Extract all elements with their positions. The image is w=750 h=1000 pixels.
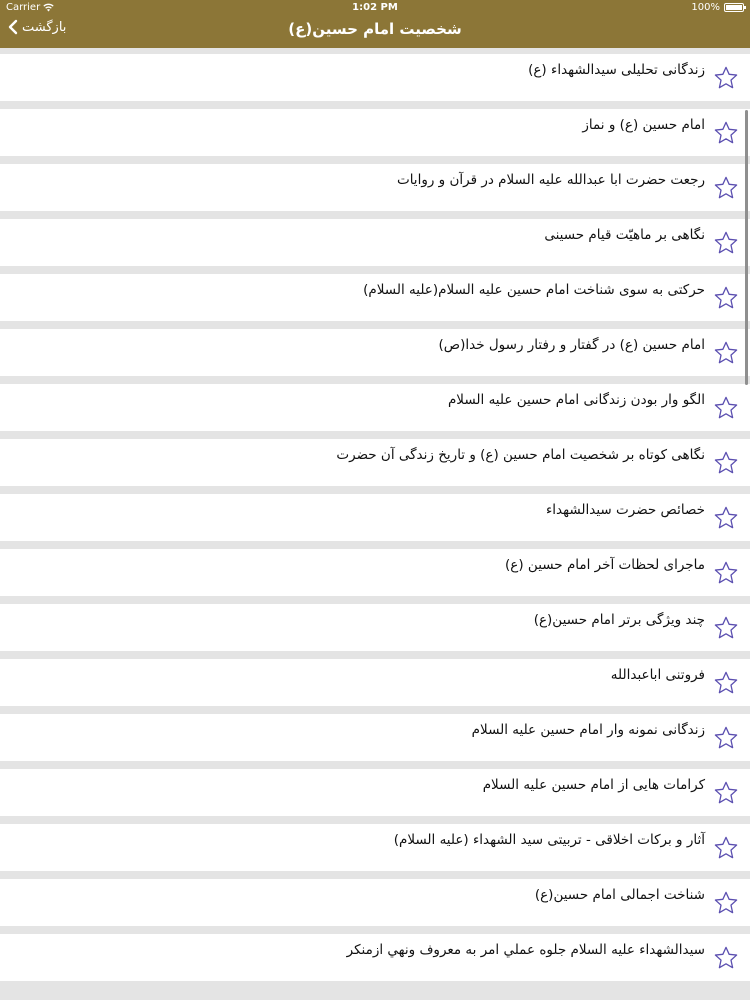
list-item[interactable] <box>0 769 750 816</box>
list-item[interactable] <box>0 54 750 101</box>
star-icon[interactable] <box>713 340 739 366</box>
status-bar <box>0 0 750 16</box>
list-item-label: خصائص حضرت سیدالشهداء <box>545 502 705 518</box>
list-item-label: ماجرای لحظات آخر امام حسین (ع) <box>505 557 705 573</box>
list-item[interactable] <box>0 549 750 596</box>
list-item-label: کرامات هایی از امام حسین علیه السلام <box>482 777 705 793</box>
battery-icon <box>724 3 744 12</box>
list-item-label: امام حسین (ع) در گفتار و رفتار رسول خدا(ص) <box>438 337 705 353</box>
list-item-label: نگاهی بر ماهیّت قیام حسینی <box>544 227 705 243</box>
star-icon[interactable] <box>713 725 739 751</box>
list-item-label: زندگانی تحلیلی سیدالشهداء (ع) <box>528 62 705 78</box>
topic-list <box>0 54 750 989</box>
list-item[interactable] <box>0 274 750 321</box>
list-item[interactable] <box>0 714 750 761</box>
star-icon[interactable] <box>713 780 739 806</box>
list-item-label: شناخت اجمالی امام حسین(ع) <box>534 887 705 903</box>
star-icon[interactable] <box>713 945 739 971</box>
list-item[interactable] <box>0 604 750 651</box>
list-item-label: نگاهی کوتاه بر شخصیت امام حسین (ع) و تاریخ زندگی آن حضرت <box>336 447 705 463</box>
list-item-label: فروتنی اباعبدالله <box>610 667 705 683</box>
battery-percent: 100% <box>691 2 720 13</box>
star-icon[interactable] <box>713 120 739 146</box>
list-item-label: آثار و برکات اخلاقی - تربیتی سید الشهداء (علیه السلام) <box>393 832 705 848</box>
star-icon[interactable] <box>713 175 739 201</box>
star-icon[interactable] <box>713 890 739 916</box>
list-item-label: چند ویژگی برتر امام حسین(ع) <box>533 612 705 628</box>
list-item[interactable] <box>0 109 750 156</box>
list-item-label: امام حسین (ع) و نماز <box>582 117 705 133</box>
page-title: شخصیت امام حسین(ع) <box>288 20 462 38</box>
star-icon[interactable] <box>713 450 739 476</box>
star-icon[interactable] <box>713 615 739 641</box>
list-item-label: رجعت حضرت ابا عبدالله علیه السلام در قرآن و روایات <box>396 172 705 188</box>
scrollbar[interactable] <box>745 110 748 385</box>
list-item[interactable] <box>0 329 750 376</box>
list-item[interactable] <box>0 439 750 486</box>
navigation-bar <box>0 0 750 48</box>
list-item[interactable] <box>0 219 750 266</box>
star-icon[interactable] <box>713 395 739 421</box>
carrier-label: Carrier <box>6 2 41 13</box>
star-icon[interactable] <box>713 560 739 586</box>
list-item[interactable] <box>0 879 750 926</box>
status-time: 1:02 PM <box>352 2 398 13</box>
back-label: بازگشت <box>22 19 67 35</box>
list-item-label: سيدالشهداء عليه السلام جلوه عملي امر به معروف ونهي ازمنكر <box>346 942 705 958</box>
star-icon[interactable] <box>713 230 739 256</box>
star-icon[interactable] <box>713 835 739 861</box>
list-item-label: الگو وار بودن زندگانی امام حسین علیه السلام <box>447 392 705 408</box>
list-item[interactable] <box>0 659 750 706</box>
list-item[interactable] <box>0 164 750 211</box>
list-item[interactable] <box>0 934 750 981</box>
battery-indicator <box>691 2 744 13</box>
star-icon[interactable] <box>713 285 739 311</box>
list-item[interactable] <box>0 384 750 431</box>
star-icon[interactable] <box>713 65 739 91</box>
list-item[interactable] <box>0 824 750 871</box>
list-item-label: زندگانی نمونه وار امام حسین علیه السلام <box>471 722 705 738</box>
list-item[interactable] <box>0 494 750 541</box>
list-item-label: حرکتی به سوی شناخت امام حسین علیه السلام(علیه السلام) <box>363 282 705 298</box>
star-icon[interactable] <box>713 505 739 531</box>
star-icon[interactable] <box>713 670 739 696</box>
